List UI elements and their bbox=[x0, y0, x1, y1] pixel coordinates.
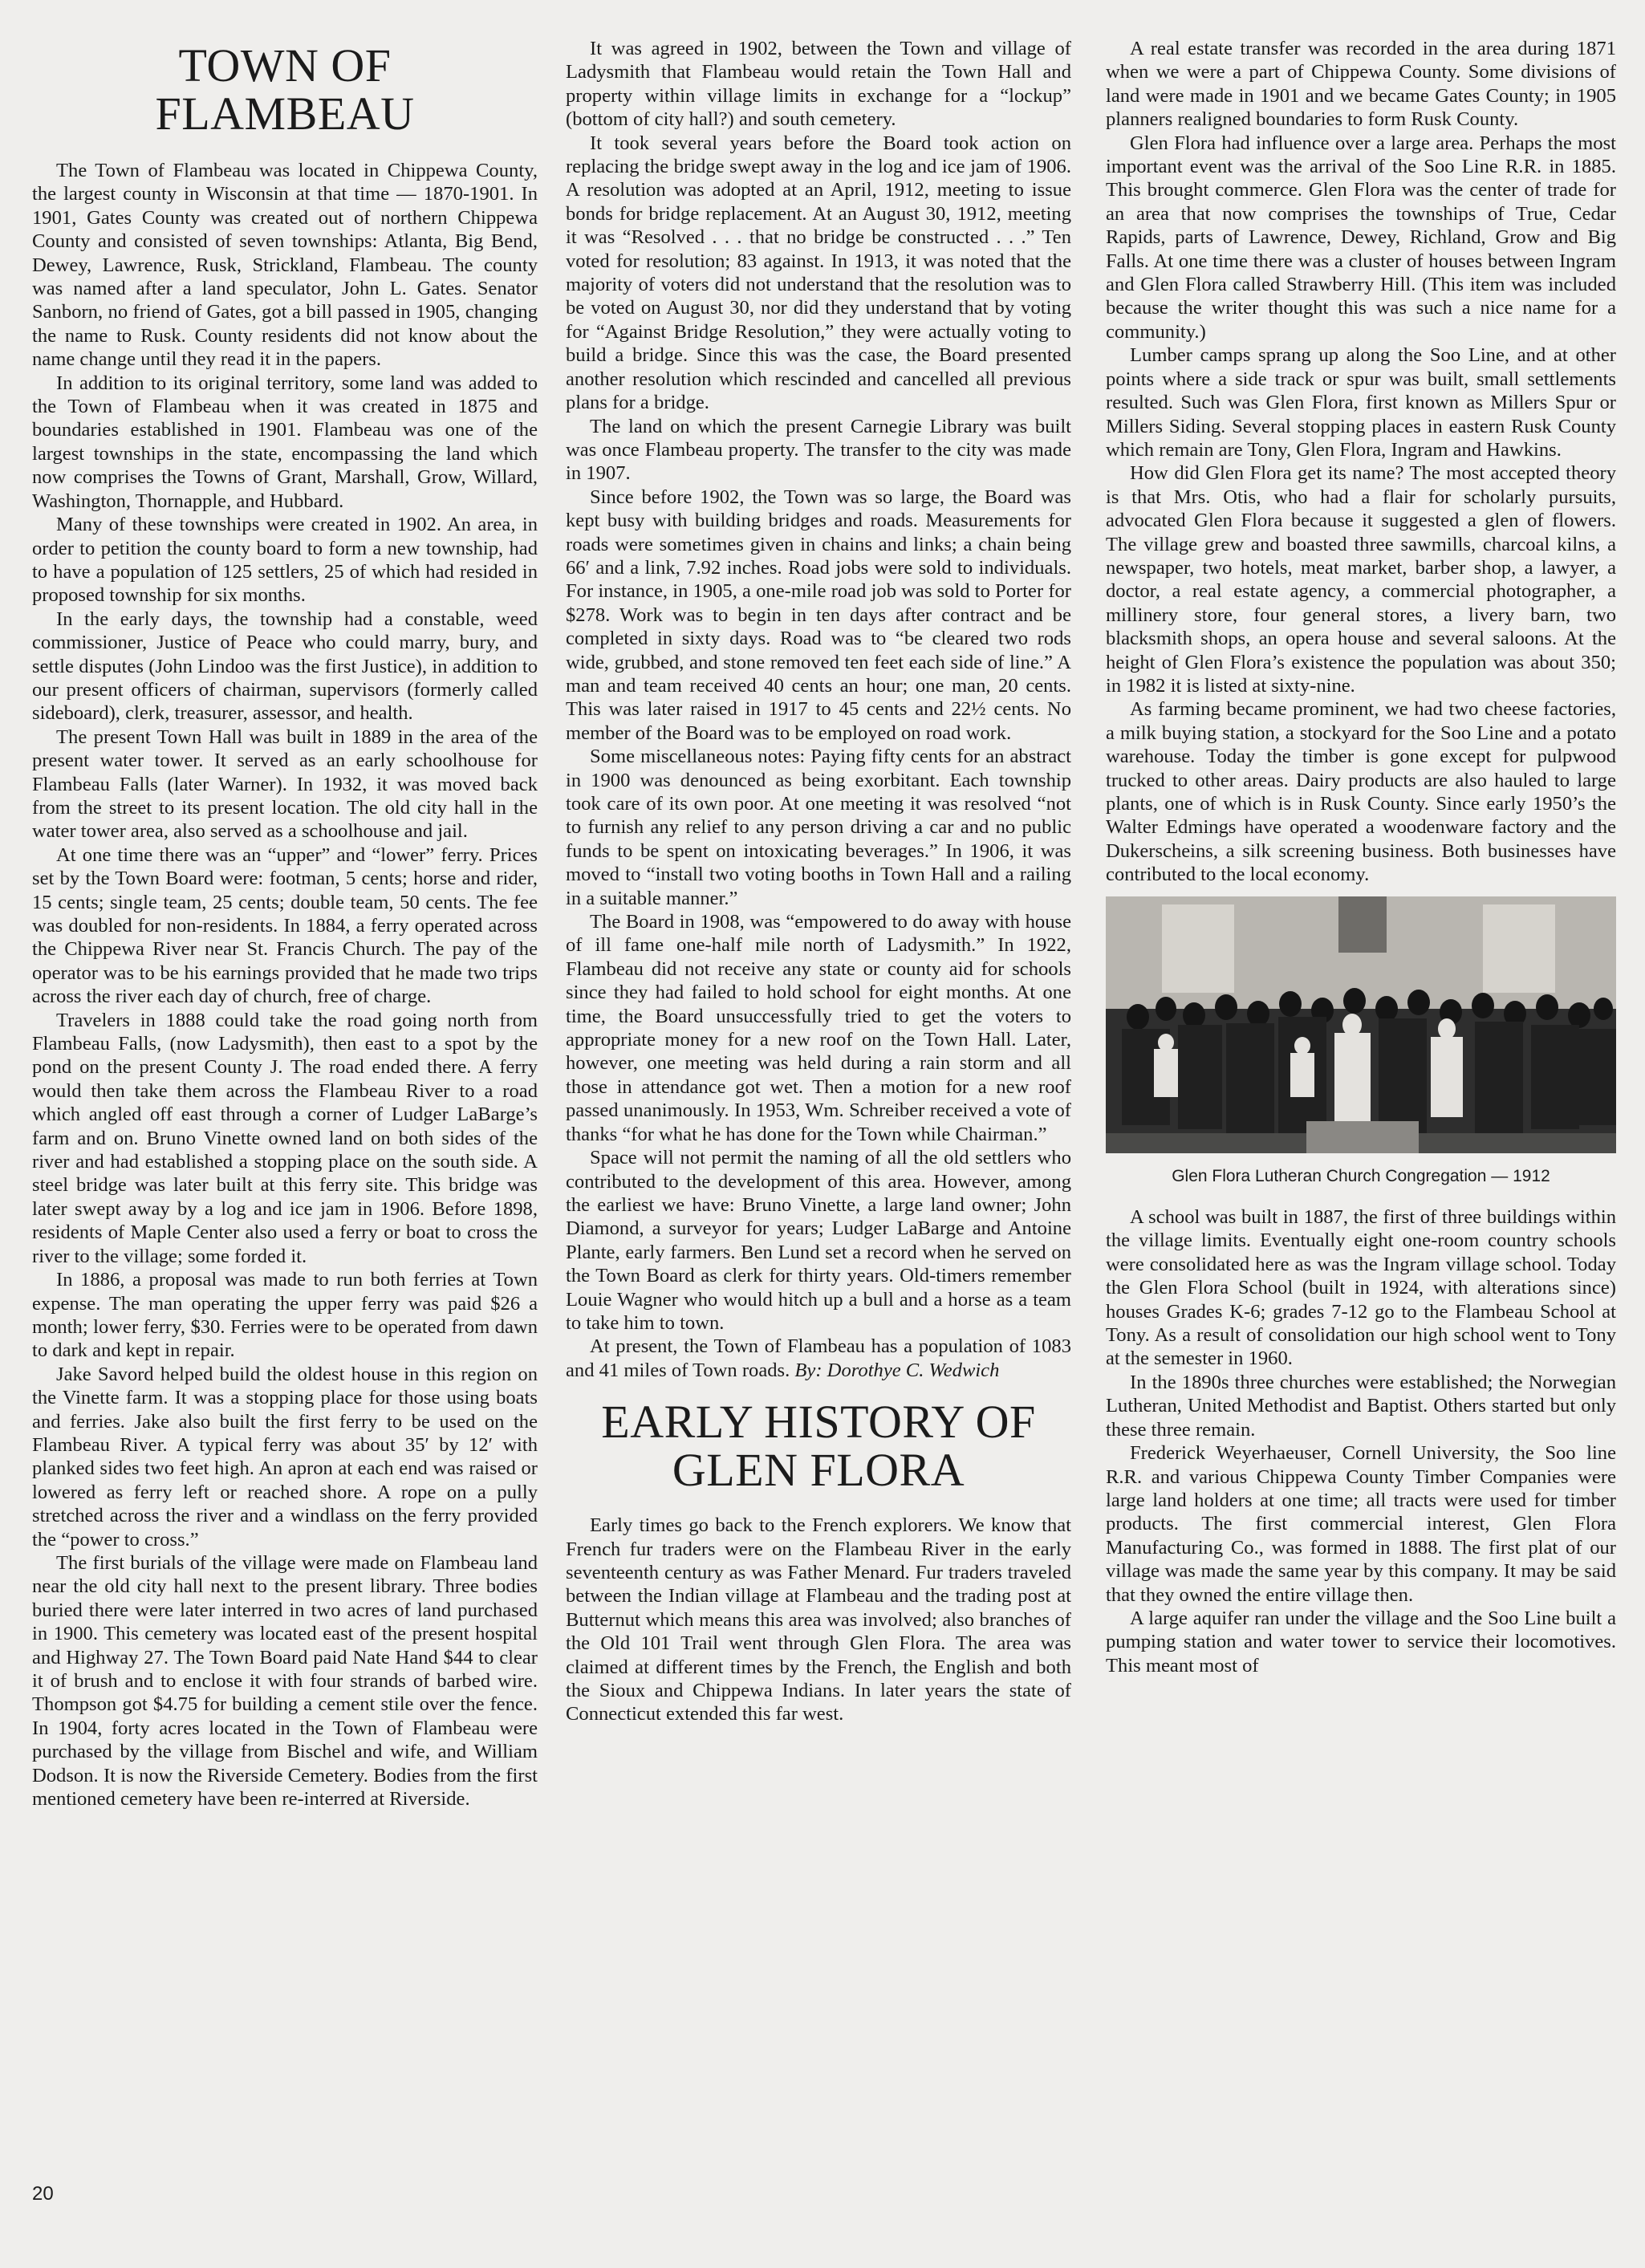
paragraph: It took several years before the Board took action on replacing the bridge swept away in the log and ice jam of 1906. A resolution was adopted at an April, 1912, meeting to issue bonds for bridge replacement. At an August 30, 1912, meeting it was “Resolved . . . that no bridge be constructed . . .” Ten voted for resolution; 83 against. In 1913, it was noted that the majority of voters did not understand that the resolution was to be voted on August 30, nor did they understand that by voting for “Against Bridge Resolution,” they were actually voting to build a bridge. Since this was the case, the Board presented another resolution which rescinded and cancelled all previous plans for a bridge. bbox=[566, 132, 1071, 414]
paragraph: Some miscellaneous notes: Paying fifty cents for an abstract in 1900 was denounced as being exorbitant. Each township took care of its own poor. At one meeting it was resolved “not to furnish any relief to any person driving a car and no public funds to be spent on intoxicating beverages.” In 1906, it was moved to “install two voting booths in Town Hall and a railing in a suitable manner.” bbox=[566, 746, 1071, 909]
paragraph: Lumber camps sprang up along the Soo Line, and at other points where a side track or spur was built, small settlements resulted. Such was Glen Flora, first known as Millers Spur or Millers Siding. Several stopping places in eastern Rusk County which remain are Tony, Glen Flora, Ingram and Hawkins. bbox=[1106, 344, 1616, 461]
paragraph: It was agreed in 1902, between the Town and village of Ladysmith that Flambeau would retain the Town Hall and property within village limits in exchange for a “lockup” (bottom of city hall?) and south cemetery. bbox=[566, 38, 1071, 131]
paragraph: The Town of Flambeau was located in Chippewa County, the largest county in Wisconsin at that time — 1870-1901. In 1901, Gates County was created out of northern Chippewa County and consisted of seven townships: Atlanta, Big Bend, Dewey, Lawrence, Rusk, Strickland, Flambeau. The county was named after a land speculator, John L. Gates. Senator Sanborn, no friend of Gates, got a bill passed in 1905, changing the name to Rusk. County residents did not know about the name change until they read it in the papers. bbox=[32, 160, 538, 371]
paragraph: How did Glen Flora get its name? The most accepted theory is that Mrs. Otis, who had a flair for scholarly pursuits, advocated Glen Flora because it suggested a glen of flowers. The village grew and boasted three sawmills, charcoal kilns, a newspaper, two hotels, meat market, barber shop, a lawyer, a doctor, a real estate agency, a commercial photographer, a millinery store, four general stores, a livery barn, two blacksmith shops, an opera house and several saloons. At the height of Glen Flora’s existence the population was about 350; in 1982 it is listed at sixty-nine. bbox=[1106, 462, 1616, 697]
paragraph: A school was built in 1887, the first of three buildings within the village limits. Eventually eight one-room country schools were consolidated here as was the Ingram village school. Today the Glen Flora School (built in 1924, with alterations since) houses Grades K-6; grades 7-12 go to the Flambeau School at Tony. As a result of consolidation our high school went to Tony at the semester in 1960. bbox=[1106, 1206, 1616, 1370]
paragraph: Jake Savord helped build the oldest house in this region on the Vinette farm. It was a stopping place for those using boats and ferries. Jake also built the first ferry to be used on the Flambeau River. A typical ferry was about 35′ by 12′ with planked sides two feet high. An apron at each end was raised or lowered as ferry left or reached shore. A rope on a pully stretched across the river and a windlass on the ferry provided the “power to cross.” bbox=[32, 1363, 538, 1551]
paragraph-final: At present, the Town of Flambeau has a population of 1083 and 41 miles of Town roads. By: Dorothye C. Wedwich bbox=[566, 1335, 1071, 1381]
article-title-town-of-flambeau: TOWN OF FLAMBEAU bbox=[155, 39, 415, 140]
paragraph: In 1886, a proposal was made to run both ferries at Town expense. The man operating the upper ferry was paid $26 a month; lower ferry, $30. Ferries were to be operated from dawn to dark and kept in repair. bbox=[32, 1269, 538, 1362]
paragraph: Space will not permit the naming of all the old settlers who contributed to the development of this area. However, among the earliest we have: Bruno Vinette, a large land owner; John Diamond, a surveyor for years; Ludger LaBarge and Antoine Plante, early farmers. Ben Lund set a record when he served on the Town Board as clerk for thirty years. Old-timers remember Louie Wagner who would hitch up a bull and a horse as a team to take him to town. bbox=[566, 1147, 1071, 1334]
column-1 bbox=[32, 32, 538, 1811]
paragraph: A large aquifer ran under the village and the Soo Line built a pumping station and water tower to service their locomotives. This meant most of bbox=[1106, 1607, 1616, 1677]
paragraph: The Board in 1908, was “empowered to do away with house of ill fame one-half mile north of Ladysmith.” In 1922, Flambeau did not receive any state or county aid for schools since they had failed to hold school for eight months. At one time, the Board unsuccessfully tried to get the voters to appropriate money for a new roof on the Town Hall. Later, however, one meeting was held during a rain storm and all those in attendance got wet. Then a motion for a new roof passed unanimously. In 1953, Wm. Schreiber received a vote of thanks “for what he has done for the Town while Chairman.” bbox=[566, 911, 1071, 1145]
paragraph: At one time there was an “upper” and “lower” ferry. Prices set by the Town Board were: footman, 5 cents; horse and rider, 15 cents; single team, 25 cents; double team, 50 cents. The fee was doubled for non-residents. In 1884, a ferry operated across the Chippewa River near St. Francis Church. The pay of the operator was to be his earnings provided that he made two trips across the river each day of church, free of charge. bbox=[32, 843, 538, 1008]
paragraph: Many of these townships were created in 1902. An area, in order to petition the county board to form a new township, had to have a population of 125 settlers, 25 of which had resided in proposed township for six months. bbox=[32, 514, 538, 607]
paragraph: Frederick Weyerhaeuser, Cornell University, the Soo line R.R. and various Chippewa County Timber Companies were large land holders at one time; all tracts were used for timber products. The first commercial interest, Glen Flora Manufacturing Co., was formed in 1888. The first plat of our village was made the same year by this company. It may be said that they owned the entire village then. bbox=[1106, 1442, 1616, 1606]
paragraph: Glen Flora had influence over a large area. Perhaps the most important event was the arrival of the Soo Line R.R. in 1885. This brought commerce. Glen Flora was the center of trade for an area that now comprises the townships of True, Cedar Rapids, parts of Lawrence, Dewey, Richland, Grow and Big Falls. At one time there was a cluster of houses between Ingram and Glen Flora called Strawberry Hill. (This item was included because the writer thought this was such a nice name for a community.) bbox=[1106, 132, 1616, 343]
column-3 bbox=[1106, 37, 1616, 1677]
byline: By: Dorothye C. Wedwich bbox=[794, 1359, 1000, 1381]
congregation-photo-figure bbox=[1106, 896, 1616, 1188]
page-number: 20 bbox=[32, 2183, 54, 2205]
paragraph: The land on which the present Carnegie Library was built was once Flambeau property. The transfer to the city was made in 1907. bbox=[566, 415, 1071, 485]
paragraph: A real estate transfer was recorded in the area during 1871 when we were a part of Chippewa County. Some divisions of land were made in 1901 and we became Gates County; in 1905 planners realigned boundaries to form Rusk County. bbox=[1106, 38, 1616, 131]
paragraph: In the early days, the township had a constable, weed commissioner, Justice of Peace who could marry, bury, and settle disputes (John Lindoo was the first Justice), in addition to our present officers of chairman, supervisors (formerly called sideboard), clerk, treasurer, assessor, and health. bbox=[32, 608, 538, 725]
paragraph: As farming became prominent, we had two cheese factories, a milk buying station, a stockyard for the Soo Line and a potato warehouse. Today the timber is gone except for pulpwood trucked to other areas. Dairy products are also hauled to large plants, one of which is in Rusk County. Since early 1950’s the Walter Edmings have operated a woodenware factory and the Dukerscheins, a silk screening business. Both businesses have contributed to the local economy. bbox=[1106, 698, 1616, 886]
paragraph: Early times go back to the French explorers. We know that French fur traders were on the Flambeau River in the early seventeenth century as was Father Menard. Fur traders traveled between the Indian village at Flambeau and the trading post at Butternut which means this area was involved; also branches of the Old 101 Trail went through Glen Flora. The area was claimed at different times by the French, the English and both the Sioux and Chippewa Indians. In later years the state of Connecticut extended this far west. bbox=[566, 1514, 1071, 1725]
article-title-early-history-of-glen-flora: EARLY HISTORY OF GLEN FLORA bbox=[601, 1396, 1036, 1497]
congregation-photo bbox=[1106, 896, 1616, 1153]
paragraph: In addition to its original territory, some land was added to the Town of Flambeau when it was created in 1875 and boundaries established in 1901. Flambeau was one of the largest townships in the state, encompassing the land which now comprises the Towns of Grant, Marshall, Grow, Willard, Washington, Thornapple, and Hubbard. bbox=[32, 372, 538, 512]
photo-caption: Glen Flora Lutheran Church Congregation — 1912 bbox=[1172, 1166, 1550, 1185]
paragraph: The present Town Hall was built in 1889 in the area of the present water tower. It served as an early schoolhouse for Flambeau Falls (later Warner). In 1932, it was moved back from the street to its present location. The old city hall in the water tower area, also served as a schoolhouse and jail. bbox=[32, 726, 538, 843]
paragraph: In the 1890s three churches were established; the Norwegian Lutheran, United Methodist and Baptist. Others started but only these three remain. bbox=[1106, 1371, 1616, 1441]
column-2 bbox=[566, 37, 1071, 1726]
paragraph: Since before 1902, the Town was so large, the Board was kept busy with building bridges and roads. Measurements for roads were sometimes given in chains and links; a chain being 66′ and a link, 7.92 inches. Road jobs were sold to individuals. For instance, in 1905, a one-mile road job was sold to Porter for $278. Work was to begin in ten days after contract and be completed in sixty days. Road was to “be cleared two rods wide, grubbed, and stone removed ten feet each side of line.” A man and team received 40 cents an hour; one man, 20 cents. This was later raised in 1917 to 45 cents and 22½ cents. No member of the Board was to be employed on road work. bbox=[566, 486, 1071, 744]
paragraph: The first burials of the village were made on Flambeau land near the old city hall next to the present library. Three bodies buried there were later interred in two acres of land purchased in 1900. This cemetery was located east of the present hospital and Highway 27. The Town Board paid Nate Hand $44 to clear it of brush and to enclose it with four strands of barbed wire. Thompson got $4.75 for building a cement stile over the fence. In 1904, forty acres located in the Town of Flambeau were purchased by the village from Bischel and wife, and William Dodson. It is now the Riverside Cemetery. Bodies from the first mentioned cemetery have been re-interred at Riverside. bbox=[32, 1551, 538, 1811]
paragraph: Travelers in 1888 could take the road going north from Flambeau Falls, (now Ladysmith), then east to a spot by the pond on the present County J. The road ended there. A ferry would then take them across the Flambeau River to a road which angled off east through a corner of Ludger LaBarge’s farm and on. Bruno Vinette owned land on both sides of the river and had established a stopping place on the south side. A steel bridge was later built at this ferry site. This bridge was later swept away by a log and ice jam in 1906. Before 1898, residents of Maple Center also used a ferry or boat to cross the river to the village; some forded it. bbox=[32, 1009, 538, 1267]
photo-illustration bbox=[1106, 896, 1616, 1153]
